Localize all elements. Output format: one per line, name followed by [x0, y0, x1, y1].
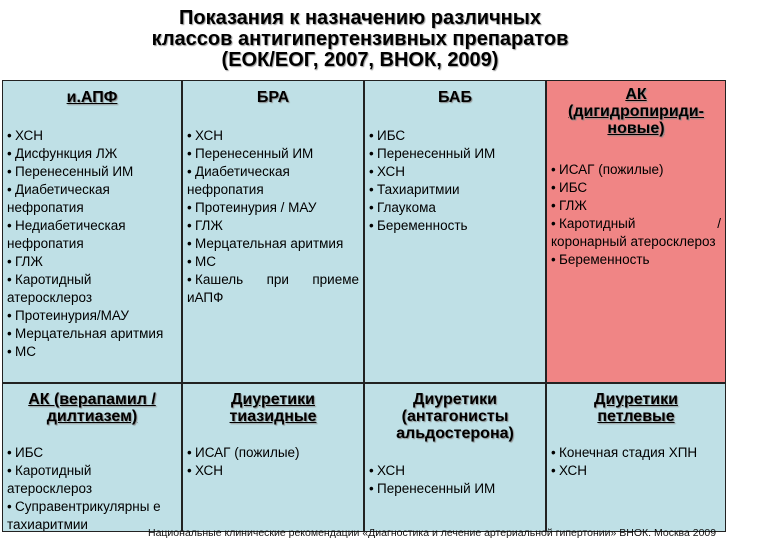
header-aldosterone-line-1: Диуретики: [413, 391, 497, 408]
bullet-icon: •: [551, 198, 556, 213]
cell-thiazide: [183, 384, 363, 531]
list-item-text: ИБС: [559, 180, 588, 195]
list-item-text: Глаукома: [377, 200, 436, 215]
list-item: [187, 253, 359, 271]
list-item: [7, 444, 177, 462]
bullet-icon: •: [369, 128, 374, 143]
bullet-icon: •: [187, 463, 192, 478]
list-loop: [547, 444, 725, 480]
list-item-text: Мерцательная аритмия: [195, 236, 344, 251]
bullet-icon: •: [187, 146, 192, 161]
list-item: [551, 444, 721, 462]
list-item-text: ХСН: [559, 463, 588, 478]
list-item-text: Каротидный атеросклероз: [7, 463, 93, 496]
header-iapf: и.АПФ: [66, 89, 118, 106]
list-item-text: Беременность: [377, 218, 468, 233]
list-item-text: Перенесенный ИМ: [15, 164, 134, 179]
header-aldosterone-line-3: альдостерона): [396, 425, 514, 442]
list-item: [551, 215, 721, 251]
bullet-icon: •: [551, 445, 556, 460]
header-thiazide: [183, 391, 363, 425]
list-item: [7, 127, 177, 145]
list-aldosterone: [365, 462, 545, 498]
header-loop: [547, 391, 725, 425]
list-item: [369, 199, 541, 217]
list-item-text: ИСАГ (пожилые): [559, 162, 664, 177]
list-item-text: ГЛЖ: [559, 198, 587, 213]
bullet-icon: •: [187, 254, 192, 269]
list-item-text: Диабетическая нефропатия: [7, 182, 110, 215]
header-aldosterone: [365, 391, 545, 442]
list-item: [187, 199, 359, 217]
indications-table: [2, 80, 726, 532]
cell-bra: [183, 81, 363, 382]
list-item-text: Мерцательная аритмия: [15, 326, 164, 341]
bullet-icon: •: [7, 182, 12, 197]
list-item-text: ХСН: [377, 463, 406, 478]
list-item-text: ХСН: [195, 128, 224, 143]
list-item: [7, 181, 177, 217]
list-item: [7, 343, 177, 361]
header-loop-line-2: петлевые: [597, 408, 675, 425]
bullet-icon: •: [187, 445, 192, 460]
list-item-text: Кашель при приеме иАПФ: [187, 272, 359, 305]
list-item: [187, 163, 359, 199]
list-item-text: ГЛЖ: [15, 254, 43, 269]
bullet-icon: •: [187, 164, 192, 179]
list-item: [7, 163, 177, 181]
list-item-text: Перенесенный ИМ: [377, 146, 496, 161]
bullet-icon: •: [7, 344, 12, 359]
list-item: [369, 127, 541, 145]
list-item-text: МС: [15, 344, 36, 359]
slide-title: [0, 8, 720, 71]
title-line-1: Показания к назначению различных: [179, 7, 541, 29]
list-item: [7, 217, 177, 253]
cell-iapf: [3, 81, 181, 382]
header-ak-verapamil-line-2: дилтиазем): [46, 408, 138, 425]
bullet-icon: •: [551, 162, 556, 177]
list-item: [7, 253, 177, 271]
list-item-text: ХСН: [15, 128, 44, 143]
list-item: [7, 462, 177, 498]
list-item: [7, 145, 177, 163]
header-ak-verapamil-line-1: АК (верапамил /: [28, 391, 156, 408]
bullet-icon: •: [7, 445, 12, 460]
header-bra: БРА: [256, 89, 290, 106]
bullet-icon: •: [7, 128, 12, 143]
bullet-icon: •: [7, 146, 12, 161]
list-item: [187, 127, 359, 145]
cell-aldosterone: [365, 384, 545, 531]
bullet-icon: •: [7, 272, 12, 287]
list-item-text: Тахиаритмии: [377, 182, 460, 197]
list-item-text: ИБС: [377, 128, 406, 143]
list-bab: [365, 127, 545, 235]
header-loop-line-1: Диуретики: [594, 391, 678, 408]
bullet-icon: •: [369, 164, 374, 179]
footer-source: Национальные клинические рекомендации «Диагностика и лечение артериальной гипертонии» ВНОК. Москва 2009: [148, 527, 717, 539]
list-item-text: Суправентрикулярны е тахиаритмии: [7, 499, 161, 531]
list-item: [551, 251, 721, 269]
bullet-icon: •: [369, 182, 374, 197]
list-item-text: ИСАГ (пожилые): [195, 445, 300, 460]
header-thiazide-line-2: тиазидные: [229, 408, 317, 425]
bullet-icon: •: [551, 180, 556, 195]
header-thiazide-line-1: Диуретики: [231, 391, 315, 408]
header-ak-dhp: [547, 86, 725, 137]
header-ak-dhp-line-2: (дигидропириди-: [568, 103, 704, 120]
header-ak-dhp-line-1: АК: [625, 86, 647, 103]
list-item-text: Перенесенный ИМ: [195, 146, 314, 161]
list-item: [187, 235, 359, 253]
list-item-text: Конечная стадия ХПН: [559, 445, 698, 460]
bullet-icon: •: [7, 218, 12, 233]
list-item-text: ХСН: [377, 164, 406, 179]
title-line-3: (ЕОК/ЕОГ, 2007, ВНОК, 2009): [221, 49, 499, 71]
bullet-icon: •: [551, 463, 556, 478]
list-item-text: МС: [195, 254, 216, 269]
list-item-text: Каротидный атеросклероз: [7, 272, 93, 305]
list-item: [187, 271, 359, 307]
bullet-icon: •: [369, 218, 374, 233]
bullet-icon: •: [369, 146, 374, 161]
list-item: [187, 444, 359, 462]
list-item: [551, 161, 721, 179]
list-item-text: Перенесенный ИМ: [377, 481, 496, 496]
list-item-text: Беременность: [559, 252, 650, 267]
cell-ak-dhp: [547, 81, 725, 382]
list-item-text: ИБС: [15, 445, 44, 460]
list-item-text: ГЛЖ: [195, 218, 223, 233]
list-item: [551, 462, 721, 480]
cell-bab: [365, 81, 545, 382]
list-item: [369, 217, 541, 235]
list-item-text: Протеинурия / МАУ: [195, 200, 317, 215]
list-iapf: [3, 127, 181, 361]
list-bra: [183, 127, 363, 307]
bullet-icon: •: [187, 128, 192, 143]
header-ak-dhp-line-3: новые): [607, 120, 665, 137]
bullet-icon: •: [369, 481, 374, 496]
bullet-icon: •: [7, 499, 12, 514]
bullet-icon: •: [7, 164, 12, 179]
list-item: [551, 197, 721, 215]
bullet-icon: •: [187, 218, 192, 233]
list-item-text: Дисфункция ЛЖ: [15, 146, 118, 161]
bullet-icon: •: [7, 463, 12, 478]
header-aldosterone-line-2: (антагонисты: [401, 408, 509, 425]
bullet-icon: •: [369, 200, 374, 215]
list-ak-verapamil: [3, 444, 181, 531]
list-item-text: ХСН: [195, 463, 224, 478]
list-item-text: Каротидный / коронарный атеросклероз: [551, 216, 721, 249]
bullet-icon: •: [187, 200, 192, 215]
list-item: [7, 307, 177, 325]
header-ak-verapamil: [3, 391, 181, 425]
list-item: [369, 181, 541, 199]
list-item: [7, 271, 177, 307]
bullet-icon: •: [7, 326, 12, 341]
list-item: [7, 325, 177, 343]
bullet-icon: •: [187, 272, 192, 287]
list-item: [369, 480, 541, 498]
list-item: [369, 163, 541, 181]
list-item: [369, 145, 541, 163]
list-item-text: Протеинурия/МАУ: [15, 308, 129, 323]
bullet-icon: •: [7, 308, 12, 323]
list-item: [551, 179, 721, 197]
cell-ak-verapamil: [3, 384, 181, 531]
list-item-text: Недиабетическая нефропатия: [7, 218, 126, 251]
cell-loop: [547, 384, 725, 531]
list-item: [187, 217, 359, 235]
list-item: [369, 462, 541, 480]
list-item: [187, 462, 359, 480]
bullet-icon: •: [551, 252, 556, 267]
header-bab: БАБ: [438, 89, 472, 106]
bullet-icon: •: [551, 216, 556, 231]
bullet-icon: •: [7, 254, 12, 269]
list-item-text: Диабетическая нефропатия: [187, 164, 290, 197]
list-thiazide: [183, 444, 363, 480]
list-item: [187, 145, 359, 163]
bullet-icon: •: [187, 236, 192, 251]
list-ak-dhp: [547, 161, 725, 269]
bullet-icon: •: [369, 463, 374, 478]
title-line-2: классов антигипертензивных препаратов: [151, 28, 569, 50]
